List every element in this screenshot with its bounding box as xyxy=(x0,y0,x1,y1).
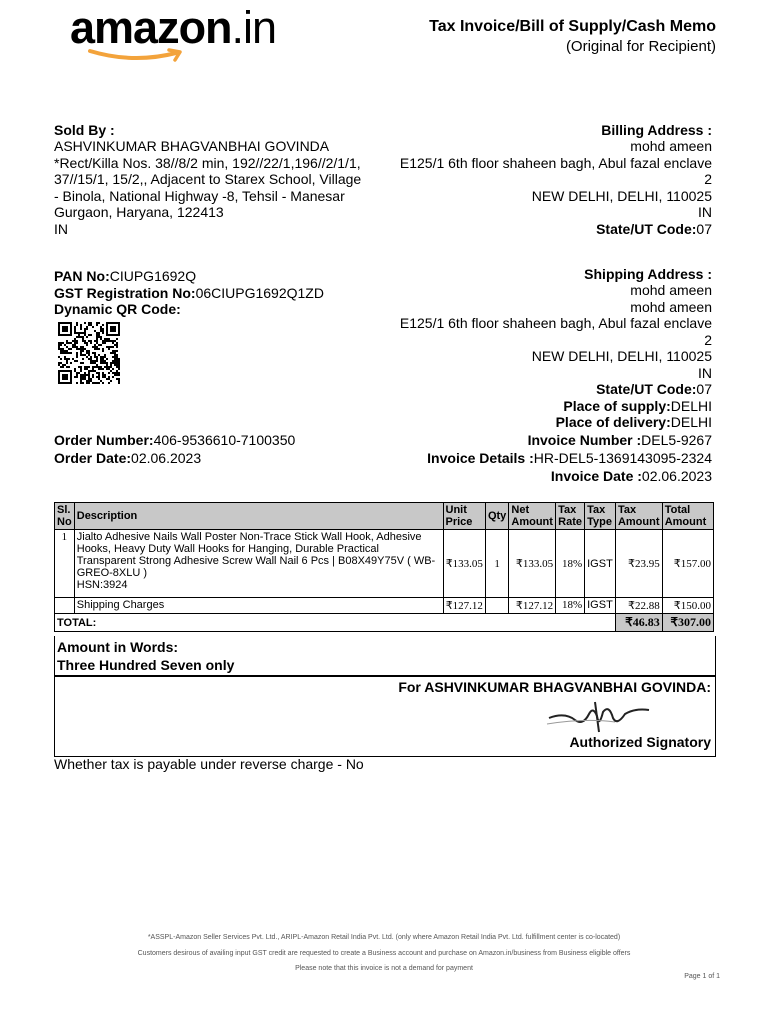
order-date-label: Order Date: xyxy=(54,450,132,466)
total-row xyxy=(55,614,714,632)
seller-address-line: IN xyxy=(54,220,68,237)
sold-by-label: Sold By : xyxy=(54,122,115,138)
signature-image xyxy=(545,698,665,734)
footer-note: *ASSPL-Amazon Seller Services Pvt. Ltd., ARIPL-Amazon Retail India Pvt. Ltd. (only where Amazon Retail India Pvt. Ltd. fulfillment center is co-located) xyxy=(147,934,621,941)
item-qty: 1 xyxy=(485,530,508,598)
gst-value: 06CIUPG1692Q1ZD xyxy=(195,284,324,301)
order-number-label: Order Number: xyxy=(54,432,154,448)
shipping-sl-cell xyxy=(55,598,75,614)
header-tax-type: Tax Type xyxy=(585,503,616,530)
invoice-details-value: HR-DEL5-1369143095-2324 xyxy=(533,450,712,466)
billing-address-line: E125/1 6th floor shaheen bagh, Abul fazal enclave xyxy=(399,154,712,171)
item-tax-type: IGST xyxy=(585,530,616,598)
amazon-logo xyxy=(70,2,276,54)
shipping-address-line: E125/1 6th floor shaheen bagh, Abul fazal enclave xyxy=(399,315,712,331)
invoice-date-label: Invoice Date : xyxy=(550,468,642,484)
seller-address-line: 37//15/1, 15/2,, Adjacent to Starex School, Village xyxy=(54,171,362,187)
header-total-amount: Total Amount xyxy=(662,503,713,530)
item-total-amount: ₹157.00 xyxy=(662,530,713,598)
shipping-tax-rate: 18% xyxy=(556,598,585,614)
header-tax-amount: Tax Amount xyxy=(615,503,662,530)
shipping-address-line: mohd ameen xyxy=(630,298,712,315)
table-header-row xyxy=(55,503,714,530)
qr-label: Dynamic QR Code: xyxy=(54,301,181,317)
shipping-qty-cell xyxy=(485,598,508,614)
invoice-subtitle: (Original for Recipient) xyxy=(565,38,716,55)
header-tax-rate: Tax Rate xyxy=(556,503,585,530)
invoice-date-value: 02.06.2023 xyxy=(641,468,712,484)
header-unit-price: Unit Price xyxy=(443,503,485,530)
seller-name: ASHVINKUMAR BHAGVANBHAI GOVINDA xyxy=(54,138,330,154)
authorized-signatory: Authorized Signatory xyxy=(569,734,711,750)
billing-state-label: State/UT Code: xyxy=(596,220,697,237)
item-description-cell xyxy=(74,530,443,598)
shipping-description: Shipping Charges xyxy=(74,598,443,614)
shipping-address-line: mohd ameen xyxy=(630,282,712,298)
order-date-value: 02.06.2023 xyxy=(131,450,202,466)
item-unit-price: ₹133.05 xyxy=(443,530,485,598)
billing-address-label: Billing Address : xyxy=(601,122,712,138)
amount-in-words-label: Amount in Words: xyxy=(57,639,179,655)
dynamic-qr-code xyxy=(58,322,124,384)
shipping-state-value: 07 xyxy=(696,381,712,397)
invoice-info xyxy=(372,431,712,485)
shipping-tax-type: IGST xyxy=(585,598,616,614)
order-number-value: 406-9536610-7100350 xyxy=(153,432,296,448)
shipping-unit-price: ₹127.12 xyxy=(443,598,485,614)
shipping-address-line: IN xyxy=(698,364,712,381)
invoice-number-value: DEL5-9267 xyxy=(641,432,712,448)
billing-state-value: 07 xyxy=(696,220,712,237)
shipping-tax-amount: ₹22.88 xyxy=(615,598,662,614)
shipping-address-line: 2 xyxy=(704,331,712,348)
seller-address-line: *Rect/Killa Nos. 38//8/2 min, 192//22/1,196//2/1/1, xyxy=(54,154,361,171)
logo-suffix: .in xyxy=(231,2,277,53)
header-qty: Qty xyxy=(485,503,508,530)
place-of-delivery-label: Place of delivery: xyxy=(555,414,671,430)
invoice-number-label: Invoice Number : xyxy=(527,432,642,448)
invoice-header xyxy=(429,18,716,55)
item-tax-rate: 18% xyxy=(556,530,585,598)
shipping-address-label: Shipping Address : xyxy=(584,266,712,282)
table-row xyxy=(55,530,714,598)
header-sl-no: Sl. No xyxy=(55,503,75,530)
billing-address-line: IN xyxy=(698,204,712,220)
billing-address-line: 2 xyxy=(704,171,712,187)
invoice-items-table xyxy=(54,502,714,632)
total-amount: ₹307.00 xyxy=(662,614,713,632)
gst-label: GST Registration No: xyxy=(54,284,196,301)
place-of-supply-label: Place of supply: xyxy=(563,397,671,414)
item-description: Jialto Adhesive Nails Wall Poster Non-Trace Stick Wall Hook, Adhesive Hooks, Heavy Duty Wall Hooks for Hanging, Durable Practical Transparent Strong Adhesive Screw Wall Nail 6 Pcs | B08X49Y75V ( WB-GREO-8XLU ) xyxy=(76,531,436,579)
item-tax-amount: ₹23.95 xyxy=(615,530,662,598)
seller-address-line: - Binola, National Highway -8, Tehsil - Manesar xyxy=(54,187,345,204)
item-sl-no: 1 xyxy=(55,530,75,598)
billing-address-line: NEW DELHI, DELHI, 110025 xyxy=(531,187,712,204)
for-seller-label: For ASHVINKUMAR BHAGVANBHAI GOVINDA: xyxy=(398,679,711,695)
shipping-total-amount: ₹150.00 xyxy=(662,598,713,614)
place-of-supply-value: DELHI xyxy=(670,397,712,414)
footer-note: Please note that this invoice is not a demand for payment xyxy=(295,965,473,972)
reverse-charge-note: Whether tax is payable under reverse charge - No xyxy=(54,756,364,772)
total-tax-amount: ₹46.83 xyxy=(615,614,662,632)
item-net-amount: ₹133.05 xyxy=(509,530,556,598)
shipping-address-line: NEW DELHI, DELHI, 110025 xyxy=(531,348,712,364)
seller-block xyxy=(54,122,384,237)
billing-address-line: mohd ameen xyxy=(630,138,712,154)
invoice-details-label: Invoice Details : xyxy=(427,450,534,466)
pan-value: CIUPG1692Q xyxy=(109,268,197,284)
amount-in-words-box xyxy=(54,636,716,677)
item-hsn: HSN:3924 xyxy=(76,579,128,591)
invoice-title: Tax Invoice/Bill of Supply/Cash Memo xyxy=(429,18,716,35)
order-info xyxy=(54,431,295,467)
place-of-delivery-value: DELHI xyxy=(670,414,712,430)
logo-wordmark: amazon xyxy=(70,2,232,53)
signature-box xyxy=(54,675,716,757)
table-row xyxy=(55,598,714,614)
amazon-smile-icon xyxy=(88,48,188,62)
seller-ids xyxy=(54,268,324,317)
header-description: Description xyxy=(74,503,443,530)
seller-address-line: Gurgaon, Haryana, 122413 xyxy=(54,204,224,220)
footer-note: Customers desirous of availing input GST credit are requested to create a Business account and purchase on Amazon.in/business from Business eligible offers xyxy=(137,950,631,957)
shipping-net-amount: ₹127.12 xyxy=(509,598,556,614)
shipping-block xyxy=(372,266,712,431)
total-label: TOTAL: xyxy=(55,614,616,632)
header-net-amount: Net Amount xyxy=(509,503,556,530)
page-number: Page 1 of 1 xyxy=(684,973,720,980)
shipping-state-label: State/UT Code: xyxy=(596,381,697,397)
amount-in-words-value: Three Hundred Seven only xyxy=(57,657,235,673)
pan-label: PAN No: xyxy=(54,268,110,284)
billing-block xyxy=(372,122,712,237)
